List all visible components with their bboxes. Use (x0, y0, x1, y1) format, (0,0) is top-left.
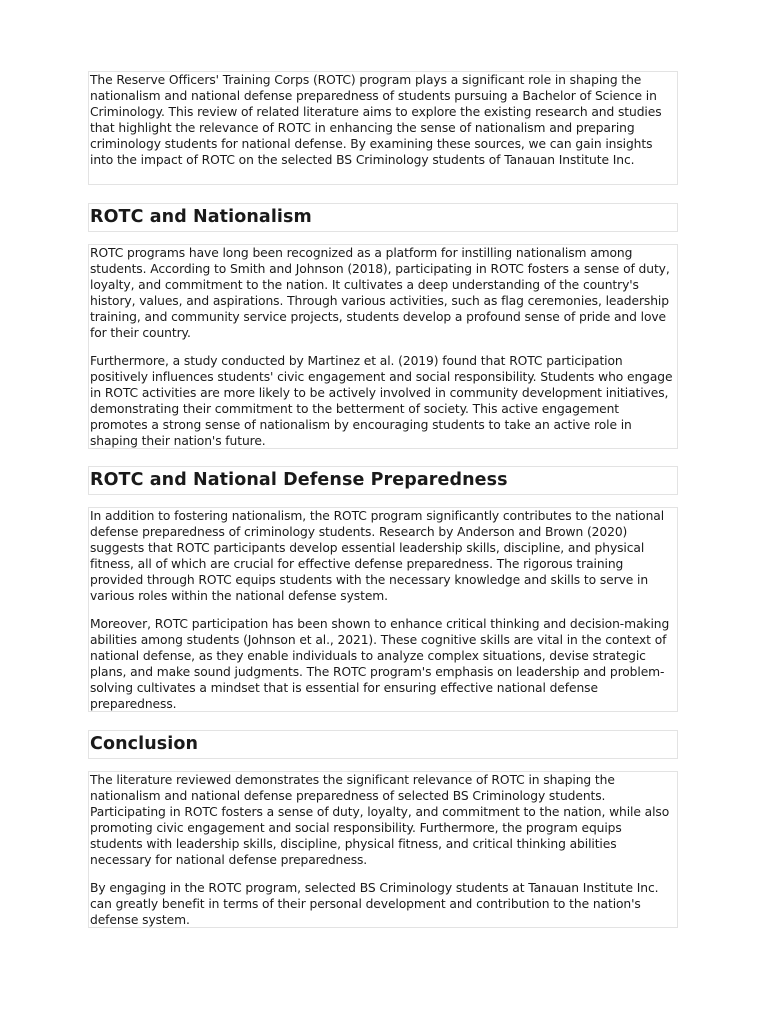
paragraph: The literature reviewed demonstrates the significant relevance of ROTC in shaping the nationalism and national defense preparedness of selected BS Criminology students. Participating in ROTC fosters a sense of duty, loyalty, and commitment to the nation, while also promoting civic engagement and social responsibility. Furthermore, the program equips students with leadership skills, discipline, physical fitness, and critical thinking abilities necessary for national defense preparedness. (90, 773, 670, 868)
section-body-nationalism (88, 244, 678, 449)
paragraph: Furthermore, a study conducted by Martinez et al. (2019) found that ROTC participation positively influences students' civic engagement and social responsibility. Students who engage in ROTC activities are more likely to be actively involved in community development initiatives, demonstrating their commitment to the betterment of society. This active engagement promotes a strong sense of nationalism by encouraging students to take an active role in shaping their nation's future. (90, 353, 673, 449)
heading-rotc-nationalism: ROTC and Nationalism (90, 207, 312, 227)
intro-paragraph: The Reserve Officers' Training Corps (ROTC) program plays a significant role in shaping the nationalism and national defense preparedness of students pursuing a Bachelor of Science in Criminology. This review of related literature aims to explore the existing research and studies that highlight the relevance of ROTC in enhancing the sense of nationalism and preparing criminology students for national defense. By examining these sources, we can gain insights into the impact of ROTC on the selected BS Criminology students of Tanauan Institute Inc. (90, 73, 662, 168)
section-heading-defense (88, 466, 678, 495)
section-body-defense (88, 507, 678, 712)
section-heading-conclusion (88, 730, 678, 759)
heading-conclusion: Conclusion (90, 734, 199, 754)
section-body-conclusion (88, 771, 678, 928)
section-heading-nationalism (88, 203, 678, 232)
paragraph: By engaging in the ROTC program, selected BS Criminology students at Tanauan Institute Inc. can greatly benefit in terms of their personal development and contribution to the nation's defense system. (90, 880, 659, 927)
heading-rotc-defense: ROTC and National Defense Preparedness (90, 470, 508, 490)
intro-block (88, 71, 678, 185)
paragraph: In addition to fostering nationalism, the ROTC program significantly contributes to the national defense preparedness of criminology students. Research by Anderson and Brown (2020) suggests that ROTC participants develop essential leadership skills, discipline, and physical fitness, all of which are crucial for effective defense preparedness. The rigorous training provided through ROTC equips students with the necessary knowledge and skills to serve in various roles within the national defense system. (90, 509, 665, 604)
paragraph: ROTC programs have long been recognized as a platform for instilling nationalism among students. According to Smith and Johnson (2018), participating in ROTC fosters a sense of duty, loyalty, and commitment to the nation. It cultivates a deep understanding of the country's history, values, and aspirations. Through various activities, such as flag ceremonies, leadership training, and community service projects, students develop a profound sense of pride and love for their country. (90, 246, 670, 341)
paragraph: Moreover, ROTC participation has been shown to enhance critical thinking and decision-making abilities among students (Johnson et al., 2021). These cognitive skills are vital in the context of national defense, as they enable individuals to analyze complex situations, devise strategic plans, and make sound judgments. The ROTC program's emphasis on leadership and problem-solving cultivates a mindset that is essential for ensuring effective national defense preparedness. (90, 616, 670, 712)
